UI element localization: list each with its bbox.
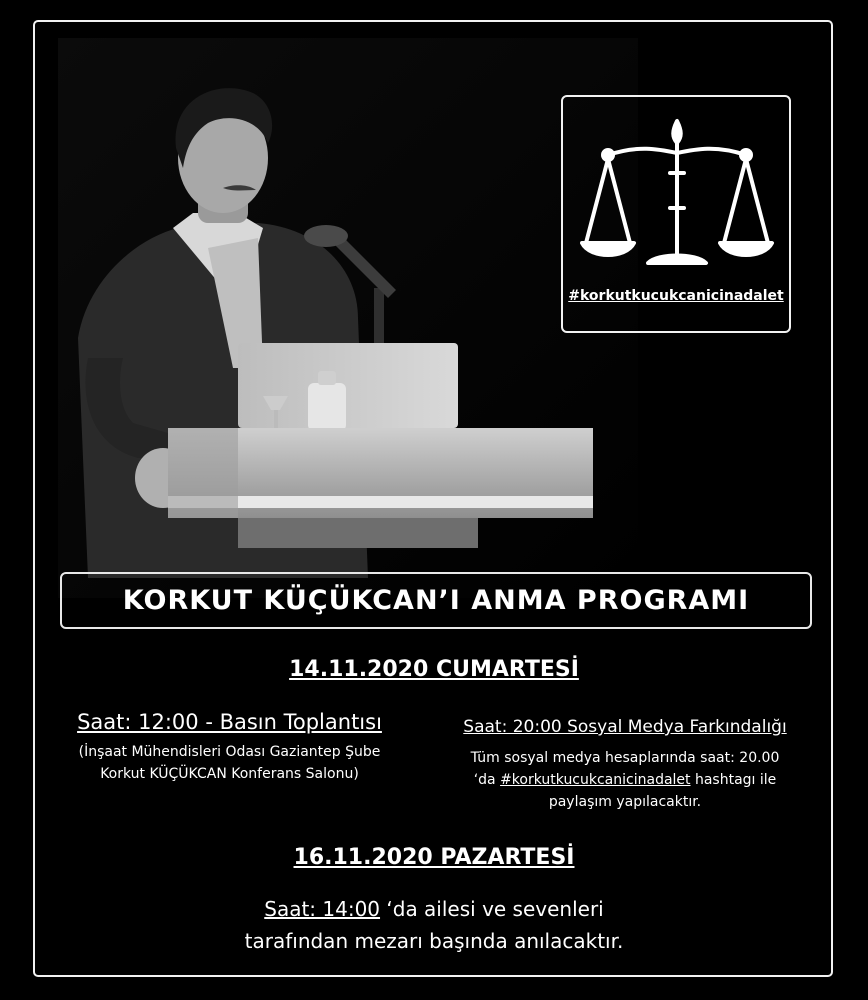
day2-date xyxy=(0,845,868,870)
day1-event-social xyxy=(425,713,825,813)
day1-event-press xyxy=(42,707,417,785)
program-title: KORKUT KÜÇÜKCAN’I ANMA PROGRAMI xyxy=(60,572,812,629)
social-line1: Tüm sosyal medya hesaplarında saat: 20.00 xyxy=(470,750,780,766)
press-location xyxy=(42,741,417,785)
day2-date-text: 16.11.2020 PAZARTESİ xyxy=(293,845,575,870)
social-time: Saat: 20:00 Sosyal Medya Farkındalığı xyxy=(463,717,787,737)
social-line2-suffix: hashtagı ile xyxy=(690,772,777,788)
day1-date-text: 14.11.2020 CUMARTESİ xyxy=(289,657,579,682)
day2-line1-suffix: ‘da ailesi ve sevenleri xyxy=(380,897,604,921)
day1-date xyxy=(0,657,868,682)
day2-line1 xyxy=(0,893,868,925)
speaker-at-podium-photo xyxy=(58,38,638,598)
press-location-line1: (İnşaat Mühendisleri Odası Gaziantep Şube xyxy=(78,744,381,760)
press-time: Saat: 12:00 - Basın Toplantısı xyxy=(77,710,382,734)
social-line2-prefix: ‘da xyxy=(473,772,501,788)
press-location-line2: Korkut KÜÇÜKCAN Konferans Salonu) xyxy=(100,766,359,782)
social-line3: paylaşım yapılacaktır. xyxy=(548,794,702,810)
day2-line2: tarafından mezarı başında anılacaktır. xyxy=(244,929,624,953)
social-line2 xyxy=(425,769,825,791)
hashtag-label: #korkutkucukcanicinadalet xyxy=(568,288,784,304)
scales-of-justice-icon xyxy=(578,113,776,281)
social-description xyxy=(425,747,825,813)
social-hashtag: #korkutkucukcanicinadalet xyxy=(500,772,691,788)
justice-logo-box xyxy=(561,95,791,333)
day2-event xyxy=(0,893,868,957)
day2-time: Saat: 14:00 xyxy=(264,897,381,921)
